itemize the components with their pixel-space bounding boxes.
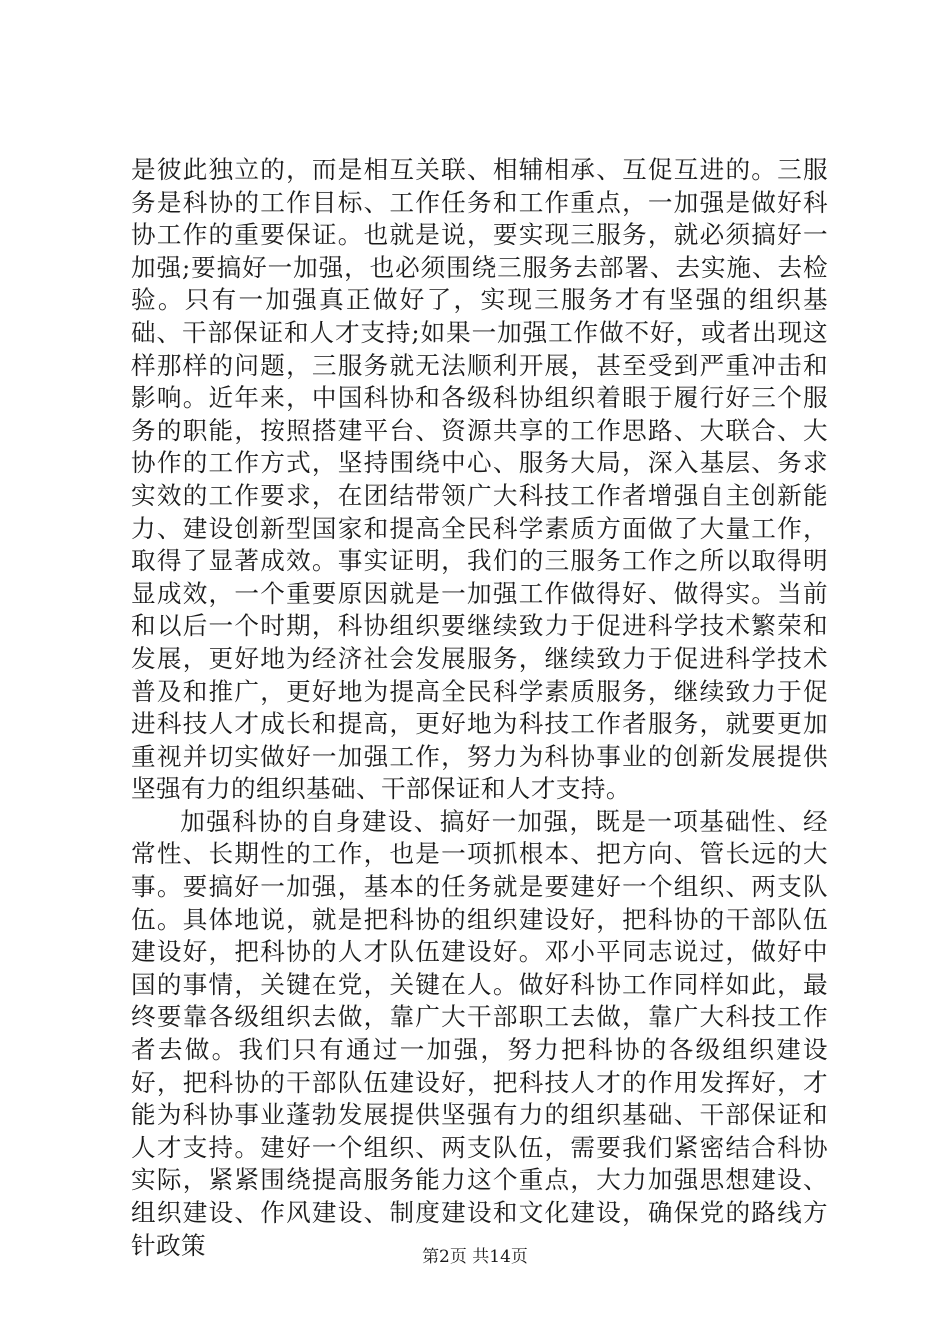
page-footer: 第2页 共14页 [422,1247,528,1267]
document-body [131,154,828,1262]
paragraph-2: 加强科协的自身建设、搞好一加强，既是一项基础性、经常性、长期性的工作，也是一项抓根本、把方向、管长远的大事。要搞好一加强，基本的任务就是要建好一个组织、两支队伍。具体地说，就是把科协的组织建设好，把科协的干部队伍建设好，把科协的人才队伍建设好。邓小平同志说过，做好中国的事情，关键在党，关键在人。做好科协工作同样如此，最终要靠各级组织去做，靠广大干部职工去做，靠广大科技工作者去做。我们只有通过一加强，努力把科协的各级组织建设好，把科协的干部队伍建设好，把科技人才的作用发挥好，才能为科协事业蓬勃发展提供坚强有力的组织基础、干部保证和人才支持。建好一个组织、两支队伍，需要我们紧密结合科协实际，紧紧围绕提高服务能力这个重点，大力加强思想建设、组织建设、作风建设、制度建设和文化建设，确保党的路线方针政策 [131,806,828,1260]
paragraph-1: 是彼此独立的，而是相互关联、相辅相承、互促互进的。三服务是科协的工作目标、工作任务和工作重点，一加强是做好科协工作的重要保证。也就是说，要实现三服务，就必须搞好一加强;要搞好一加强，也必须围绕三服务去部署、去实施、去检验。只有一加强真正做好了，实现三服务才有坚强的组织基础、干部保证和人才支持;如果一加强工作做不好，或者出现这样那样的问题，三服务就无法顺利开展，甚至受到严重冲击和影响。近年来，中国科协和各级科协组织着眼于履行好三个服务的职能，按照搭建平台、资源共享的工作思路、大联合、大协作的工作方式，坚持围绕中心、服务大局，深入基层、务求实效的工作要求，在团结带领广大科技工作者增强自主创新能力、建设创新型国家和提高全民科学素质方面做了大量工作，取得了显著成效。事实证明，我们的三服务工作之所以取得明显成效，一个重要原因就是一加强工作做得好、做得实。当前和以后一个时期，科协组织要继续致力于促进科学技术繁荣和发展，更好地为经济社会发展服务，继续致力于促进科学技术普及和推广，更好地为提高全民科学素质服务，继续致力于促进科技人才成长和提高，更好地为科技工作者服务，就要更加重视并切实做好一加强工作，努力为科协事业的创新发展提供坚强有力的组织基础、干部保证和人才支持。 [131,155,828,804]
